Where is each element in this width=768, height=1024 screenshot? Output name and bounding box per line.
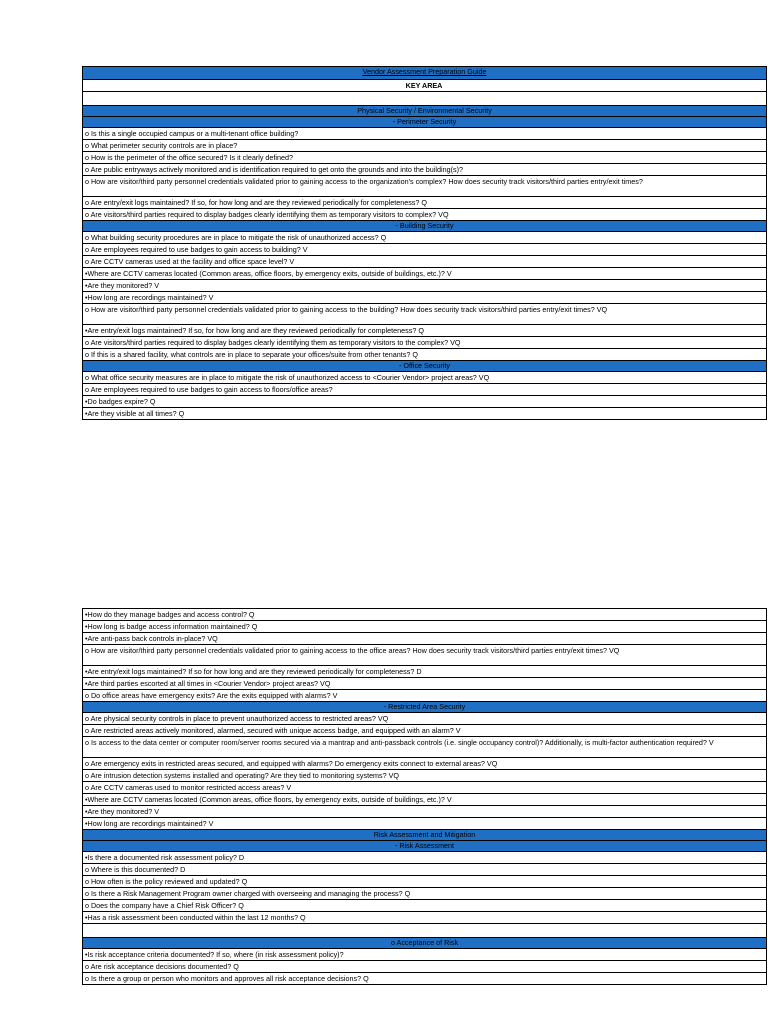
question-row: o Are public entryways actively monitored and is identification required to get onto the grounds and into the building(s)? [82, 164, 767, 176]
question-row: o Are risk acceptance decisions documented? Q [82, 961, 767, 973]
question-row: o What office security measures are in place to mitigate the risk of unauthorized access to <Courier Vendor> project areas? VQ [82, 372, 767, 384]
key-area-header: KEY AREA [82, 80, 767, 92]
question-row: o Are employees required to use badges to gain access to floors/office areas? [82, 384, 767, 396]
question-row: o Are visitors/third parties required to display badges clearly identifying them as temporary visitors to the complex? VQ [82, 337, 767, 349]
question-row: o Where is this documented? D [82, 864, 767, 876]
question-row: o Are visitors/third parties required to display badges clearly identifying them as temporary visitors to complex? VQ [82, 209, 767, 221]
section-header-row: - Office Security [82, 361, 767, 372]
question-row: o How are visitor/third party personnel credentials validated prior to gaining access to the building? How does security track visitors/third parties entry/exit times? VQ [82, 304, 767, 325]
vendor-assessment-table-page-1 [82, 66, 767, 420]
question-row: •Are third parties escorted at all times in <Courier Vendor> project areas? VQ [82, 678, 767, 690]
section-header-row: o Acceptance of Risk [82, 938, 767, 949]
vendor-assessment-table-page-2 [82, 608, 767, 985]
question-row: •Are entry/exit logs maintained? If so for how long and are they reviewed periodically for completeness? D [82, 666, 767, 678]
question-row: o Is access to the data center or computer room/server rooms secured via a mantrap and anti-passback controls (i.e. single occupancy control)? Additionally, is multi-factor authentication required? V [82, 737, 767, 758]
question-row: o What perimeter security controls are in place? [82, 140, 767, 152]
spacer-row [82, 92, 767, 106]
section-header-row: - Risk Assessment [82, 841, 767, 852]
question-row: o How are visitor/third party personnel credentials validated prior to gaining access to the organization's complex? How does security track visitors/third parties entry/exit times? [82, 176, 767, 197]
section-header-row: - Perimeter Security [82, 117, 767, 128]
question-row: •How long are recordings maintained? V [82, 292, 767, 304]
question-row: o Are restricted areas actively monitored, alarmed, secured with unique access badge, and equipped with an alarm? V [82, 725, 767, 737]
question-row: •Is risk acceptance criteria documented? If so, where (in risk assessment policy)? [82, 949, 767, 961]
question-row: o Are physical security controls in place to prevent unauthorized access to restricted areas? VQ [82, 713, 767, 725]
question-row: •Are entry/exit logs maintained? If so, for how long and are they reviewed periodically for completeness? Q [82, 325, 767, 337]
section-header-row: - Building Security [82, 221, 767, 232]
section-header-row: Risk Assessment and Mitigation [82, 830, 767, 841]
section-header-row: - Restricted Area Security [82, 702, 767, 713]
question-row: o Are CCTV cameras used to monitor restricted access areas? V [82, 782, 767, 794]
question-row: o What building security procedures are in place to mitigate the risk of unauthorized access? Q [82, 232, 767, 244]
question-row: o Are intrusion detection systems installed and operating? Are they tied to monitoring systems? VQ [82, 770, 767, 782]
question-row: •Do badges expire? Q [82, 396, 767, 408]
question-row: o How is the perimeter of the office secured? Is it clearly defined? [82, 152, 767, 164]
question-row: •Has a risk assessment been conducted within the last 12 months? Q [82, 912, 767, 924]
question-row: o How are visitor/third party personnel credentials validated prior to gaining access to the office areas? How does security track visitors/third parties entry/exit times? VQ [82, 645, 767, 666]
question-row: o Is there a group or person who monitors and approves all risk acceptance decisions? Q [82, 973, 767, 985]
question-row: o How often is the policy reviewed and updated? Q [82, 876, 767, 888]
question-row: o Are CCTV cameras used at the facility and office space level? V [82, 256, 767, 268]
question-row: •How long is badge access information maintained? Q [82, 621, 767, 633]
question-row: o Is this a single occupied campus or a multi-tenant office building? [82, 128, 767, 140]
question-row: •Are they visible at all times? Q [82, 408, 767, 420]
question-row: •Where are CCTV cameras located (Common areas, office floors, by emergency exits, outside of buildings, etc.)? V [82, 794, 767, 806]
question-row: •How long are recordings maintained? V [82, 818, 767, 830]
question-row: o Are entry/exit logs maintained? If so, for how long and are they reviewed periodically for completeness? Q [82, 197, 767, 209]
table-title: Vendor Assessment Preparation Guide [82, 67, 767, 80]
question-row: •Where are CCTV cameras located (Common areas, office floors, by emergency exits, outside of buildings, etc.)? V [82, 268, 767, 280]
question-row: o Does the company have a Chief Risk Officer? Q [82, 900, 767, 912]
question-row: •Are they monitored? V [82, 806, 767, 818]
question-row: o Do office areas have emergency exits? Are the exits equipped with alarms? V [82, 690, 767, 702]
question-row: o Is there a Risk Management Program owner charged with overseeing and managing the process? Q [82, 888, 767, 900]
question-row: •Are they monitored? V [82, 280, 767, 292]
question-row: •Is there a documented risk assessment policy? D [82, 852, 767, 864]
question-row: •How do they manage badges and access control? Q [82, 609, 767, 621]
question-row: o Are emergency exits in restricted areas secured, and equipped with alarms? Do emergency exits connect to external areas? VQ [82, 758, 767, 770]
spacer-row [82, 924, 767, 938]
question-row: o Are employees required to use badges to gain access to building? V [82, 244, 767, 256]
question-row: •Are anti-pass back controls in-place? VQ [82, 633, 767, 645]
section-header-row: Physical Security / Environmental Security [82, 106, 767, 117]
question-row: o If this is a shared facility, what controls are in place to separate your offices/suite from other tenants? Q [82, 349, 767, 361]
